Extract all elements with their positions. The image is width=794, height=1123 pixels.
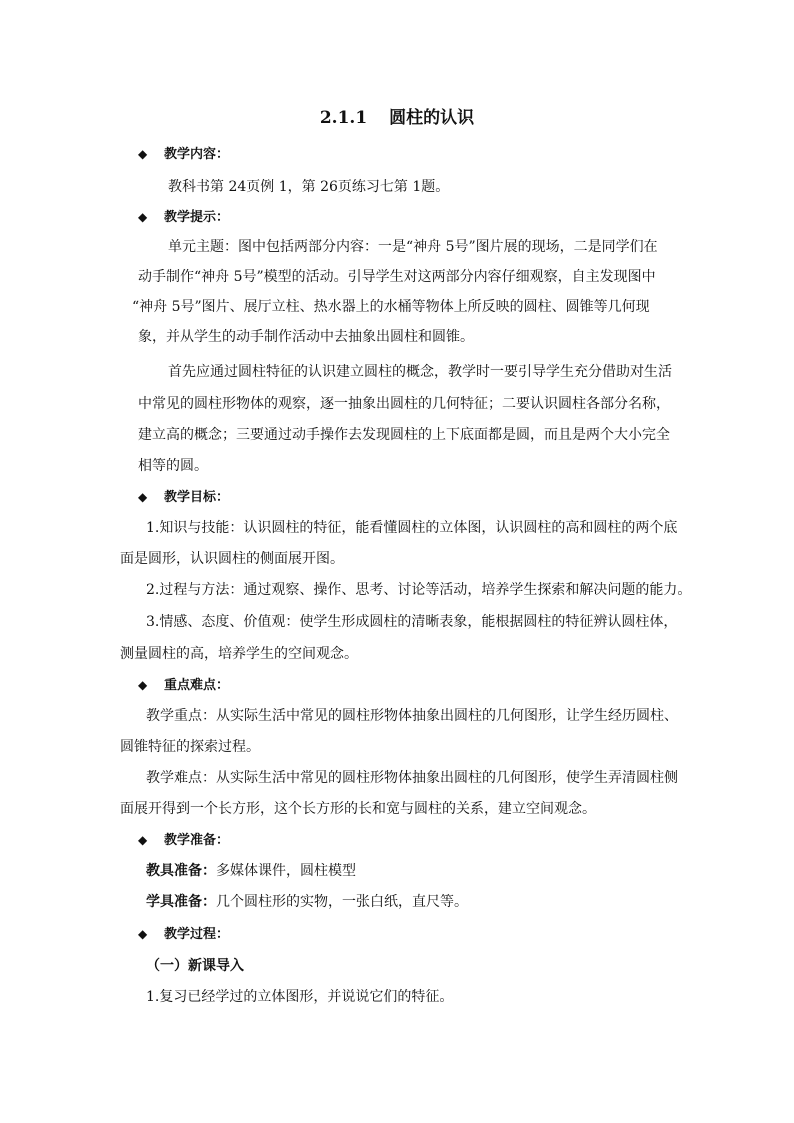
paragraph-line: 1.知识与技能：认识圆柱的特征，能看懂圆柱的立体图，认识圆柱的高和圆柱的两个底 [146,520,678,536]
paragraph-line: 2.过程与方法：通过观察、操作、思考、讨论等活动，培养学生探索和解决问题的能力。 [146,582,692,598]
section-heading-hints [138,207,229,228]
diamond-bullet-icon: ◆ [138,927,148,941]
paragraph-line: 中常见的圆柱形物体的观察，逐一抽象出圆柱的几何特征；二要认识圆柱各部分名称， [138,396,670,412]
section-heading-preparation [138,830,229,851]
paragraph-line [146,861,356,881]
section-title: 教学准备： [164,833,230,848]
section-heading-key-points [138,675,229,696]
paragraph-line: 相等的圆。 [138,458,208,474]
paragraph-line: 教学难点：从实际生活中常见的圆柱形物体抽象出圆柱的几何图形，使学生弄清圆柱侧 [146,770,678,786]
diamond-bullet-icon: ◆ [138,147,148,161]
paragraph-line: 3.情感、态度、价值观：使学生形成圆柱的清晰表象，能根据圆柱的特征辨认圆柱体， [146,614,678,630]
paragraph-line: 圆锥特征的探索过程。 [120,739,260,755]
section-title: 教学过程： [164,927,230,942]
paragraph-line: “神舟 5号”图片、展厅立柱、热水器上的水桶等物体上所反映的圆柱、圆锥等几何现 [132,299,650,315]
page-title [0,106,794,130]
section-title: 重点难点： [164,678,230,693]
label-student-aids: 学具准备： [146,894,216,910]
paragraph-line: 面展开得到一个长方形，这个长方形的长和宽与圆柱的关系，建立空间观念。 [120,801,596,817]
section-title: 教学目标： [164,490,230,505]
subsection-title: （一）新课导入 [146,958,244,974]
title-text: 圆柱的认识 [389,108,475,128]
section-heading-content [138,144,229,165]
paragraph-line: 建立高的概念；三要通过动手操作去发现圆柱的上下底面都是圆，而且是两个大小完全 [138,427,670,443]
section-title: 教学内容： [164,147,230,162]
diamond-bullet-icon: ◆ [138,678,148,692]
paragraph-line: 面是圆形，认识圆柱的侧面展开图。 [120,551,344,567]
student-aids-text: 几个圆柱形的实物，一张白纸，直尺等。 [216,894,468,910]
paragraph-line: 教学重点：从实际生活中常见的圆柱形物体抽象出圆柱的几何图形，让学生经历圆柱、 [146,708,678,724]
section-title: 教学提示： [164,210,230,225]
title-number: 2.1.1 [319,108,368,128]
teaching-aids-text: 多媒体课件，圆柱模型 [216,863,356,879]
diamond-bullet-icon: ◆ [138,833,148,847]
paragraph-line: 教科书第 24页例 1，第 26页练习七第 1题。 [168,179,450,195]
paragraph-line: 动手制作“神舟 5号”模型的活动。引导学生对这两部分内容仔细观察，自主发现图中 [138,269,656,285]
paragraph-line: 测量圆柱的高，培养学生的空间观念。 [120,646,358,662]
paragraph-line: 象，并从学生的动手制作活动中去抽象出圆柱和圆锥。 [138,329,474,345]
paragraph-line: 首先应通过圆柱特征的认识建立圆柱的概念，教学时一要引导学生充分借助对生活 [168,364,672,380]
diamond-bullet-icon: ◆ [138,490,148,504]
section-heading-goals [138,487,229,508]
section-heading-process [138,924,229,945]
paragraph-line: 1.复习已经学过的立体图形，并说说它们的特征。 [146,989,454,1005]
diamond-bullet-icon: ◆ [138,210,148,224]
label-teaching-aids: 教具准备： [146,863,216,879]
paragraph-line: 单元主题：图中包括两部分内容：一是“神舟 5号”图片展的现场，二是同学们在 [168,239,658,255]
paragraph-line [146,892,468,912]
